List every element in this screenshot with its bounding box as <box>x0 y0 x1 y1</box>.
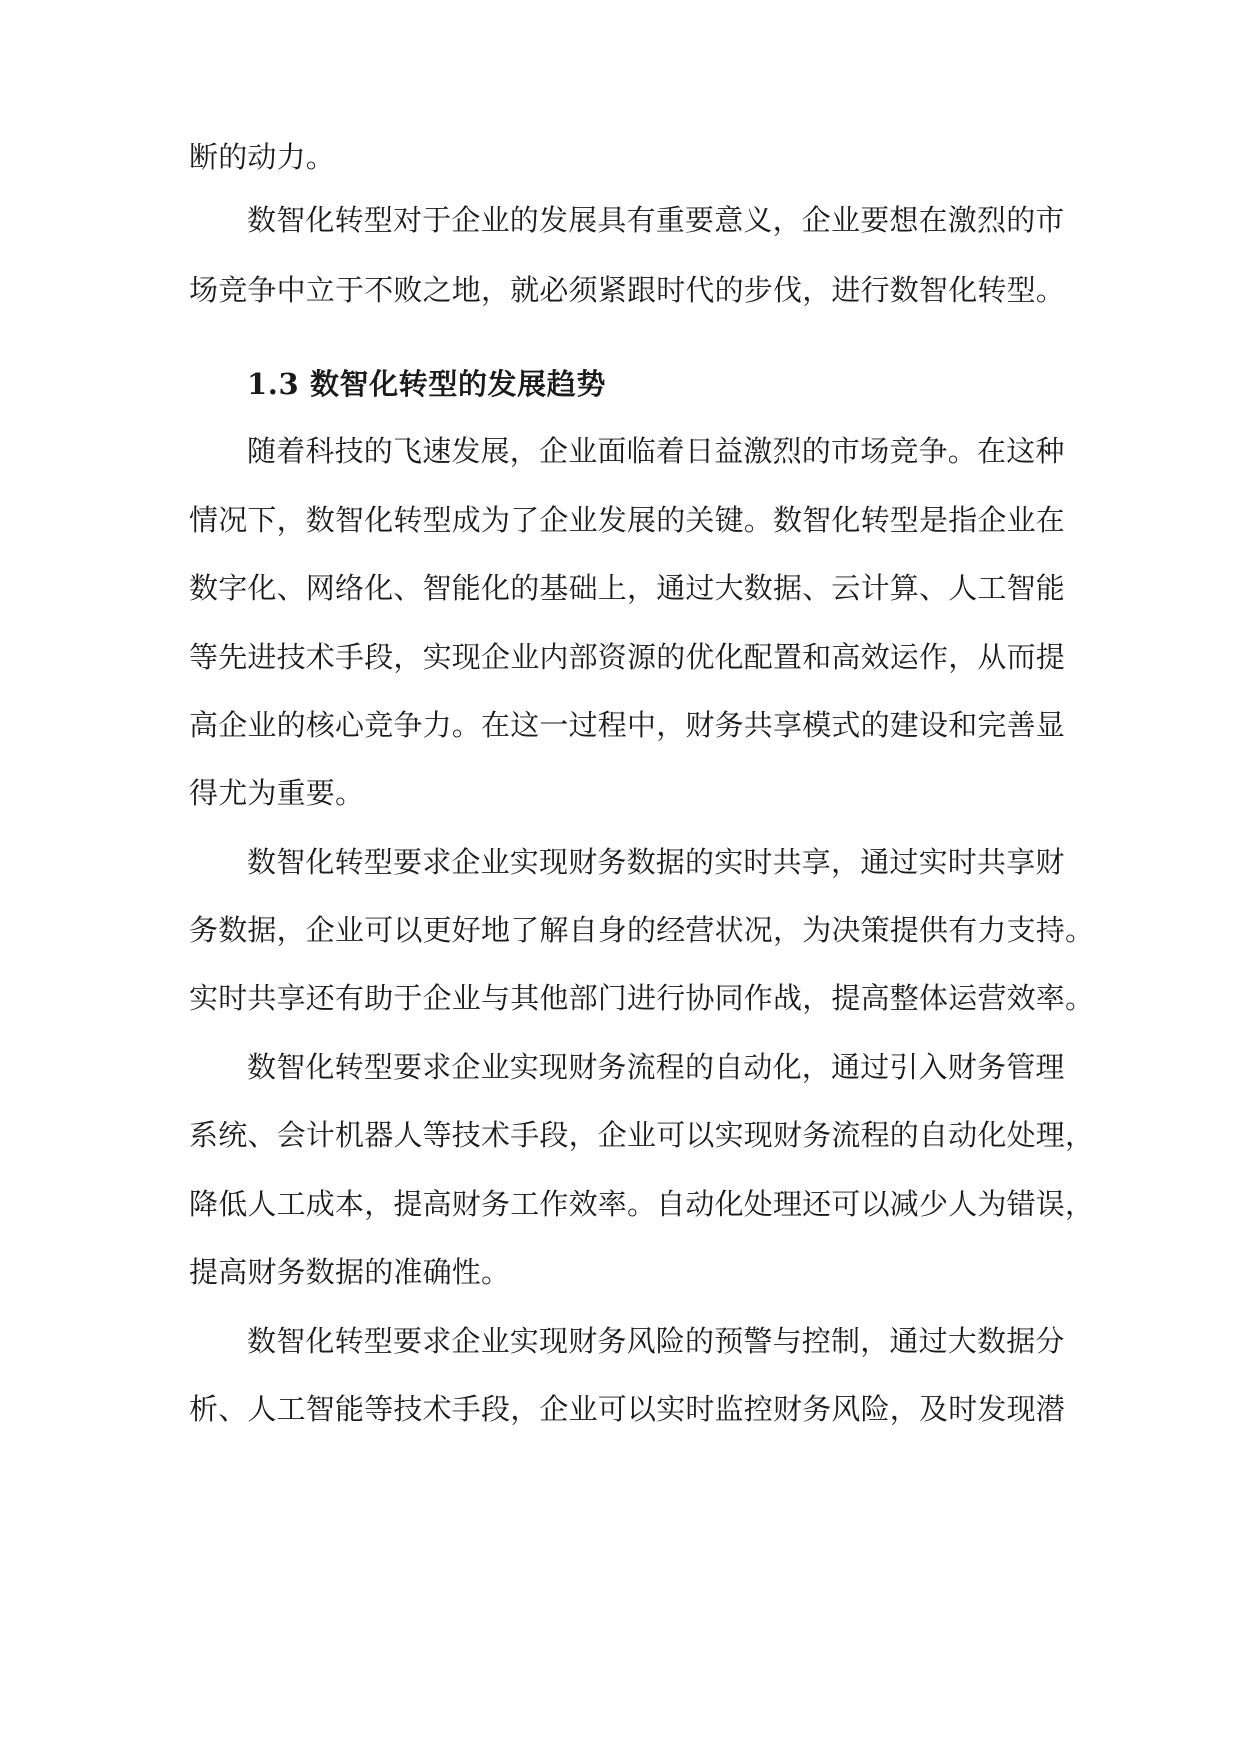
paragraph-line: 随着科技的飞速发展，企业面临着日益激烈的市场竞争。在这种 <box>247 434 1065 468</box>
paragraph-line: 系统、会计机器人等技术手段，企业可以实现财务流程的自动化处理， <box>189 1118 1095 1152</box>
paragraph-line: 情况下，数智化转型成为了企业发展的关键。数智化转型是指企业在 <box>189 503 1066 537</box>
paragraph-line: 降低人工成本，提高财务工作效率。自动化处理还可以减少人为错误， <box>189 1187 1095 1221</box>
section-heading: 1.3 数智化转型的发展趋势 <box>247 367 606 401</box>
paragraph-line: 数智化转型要求企业实现财务数据的实时共享，通过实时共享财 <box>247 845 1065 879</box>
paragraph-line: 务数据，企业可以更好地了解自身的经营状况，为决策提供有力支持。 <box>189 913 1095 947</box>
paragraph-line: 数智化转型对于企业的发展具有重要意义，企业要想在激烈的市 <box>247 203 1065 237</box>
paragraph-line: 等先进技术手段，实现企业内部资源的优化配置和高效运作，从而提 <box>189 640 1066 674</box>
paragraph-line: 得尤为重要。 <box>189 776 365 810</box>
paragraph-line: 数智化转型要求企业实现财务风险的预警与控制，通过大数据分 <box>247 1324 1065 1358</box>
paragraph-line: 数智化转型要求企业实现财务流程的自动化，通过引入财务管理 <box>247 1050 1065 1084</box>
paragraph-line: 析、人工智能等技术手段，企业可以实时监控财务风险，及时发现潜 <box>189 1392 1066 1426</box>
paragraph-line: 高企业的核心竞争力。在这一过程中，财务共享模式的建设和完善显 <box>189 708 1066 742</box>
paragraph-line: 实时共享还有助于企业与其他部门进行协同作战，提高整体运营效率。 <box>189 981 1095 1015</box>
paragraph-line: 数字化、网络化、智能化的基础上，通过大数据、云计算、人工智能 <box>189 571 1066 605</box>
paragraph-line: 场竞争中立于不败之地，就必须紧跟时代的步伐，进行数智化转型。 <box>189 273 1066 307</box>
paragraph-line: 提高财务数据的准确性。 <box>189 1255 511 1289</box>
paragraph-line: 断的动力。 <box>189 140 336 174</box>
